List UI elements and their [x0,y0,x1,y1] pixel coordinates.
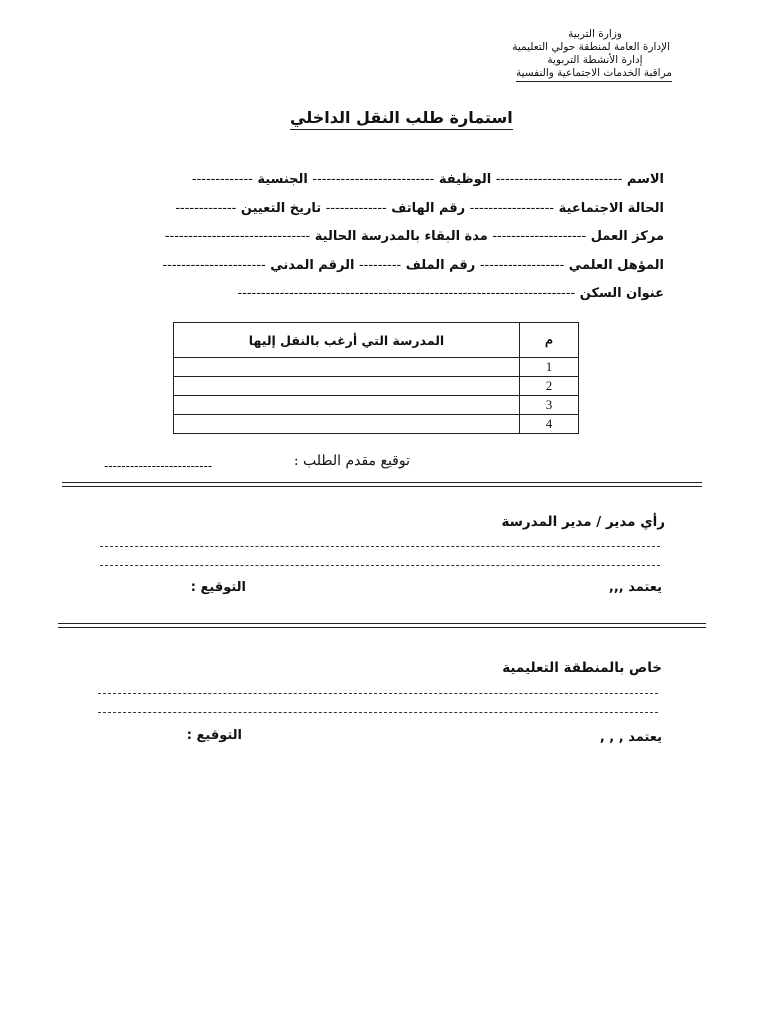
row-number: 1 [520,358,579,377]
principal-signature: التوقيع : [190,580,246,595]
label-duration: مدة البقاء بالمدرسة الحالية [314,229,488,244]
row-number: 2 [520,377,579,396]
school-cell[interactable] [174,415,520,434]
applicant-signature-dashes: ------------------------- [104,459,213,473]
dash-line: ---------------------- [162,258,266,273]
table-row [174,377,579,396]
table-row [174,415,579,434]
table-header-row [174,323,579,358]
district-approve: يعتمد , , , [599,730,662,745]
column-header-school: المدرسة التي أرغب بالنقل إليها [174,323,520,358]
field-row-5 [104,286,664,301]
dash-line: -------------------------- [312,172,435,187]
separator [58,627,706,628]
row-number: 4 [520,415,579,434]
comment-line [98,712,658,713]
dash-line: -------------------- [492,229,587,244]
comment-line [98,693,658,694]
label-nationality: الجنسية [257,172,308,187]
separator [62,486,702,487]
column-header-index: م [520,323,579,358]
field-row-3 [104,229,664,244]
label-qualification: المؤهل العلمي [568,258,664,273]
comment-line [100,565,660,566]
header-services: مراقبة الخدمات الاجتماعية والنفسية [516,67,672,82]
dash-line: ------------------ [469,201,555,216]
district-section-title: خاص بالمنطقة التعليمية [502,660,662,676]
dash-line: --------- [358,258,402,273]
separator [62,482,702,483]
schools-table [173,322,579,434]
header-ministry: وزارة التربية [568,28,622,40]
field-row-4 [104,258,664,273]
label-phone: رقم الهاتف [391,201,466,216]
dash-line: ------------------------------- [164,229,311,244]
dash-line: ------------------ [479,258,565,273]
label-job: الوظيفة [438,172,492,187]
label-civil-id: الرقم المدني [270,258,355,273]
separator [58,623,706,624]
page-title: استمارة طلب النقل الداخلي [290,108,513,130]
label-file-number: رقم الملف [405,258,476,273]
school-cell[interactable] [174,396,520,415]
principal-approve: يعتمد ,,, [608,580,662,595]
label-workplace: مركز العمل [590,229,664,244]
comment-line [100,546,660,547]
school-cell[interactable] [174,377,520,396]
header-activities: إدارة الأنشطة التربوية [547,54,643,66]
dash-line: ------------- [191,172,253,187]
district-signature: التوقيع : [186,728,242,743]
principal-section-title: رأي مدير / مدير المدرسة [501,514,665,530]
applicant-signature [294,453,410,469]
label-hire-date: تاريخ التعيين [240,201,322,216]
school-cell[interactable] [174,358,520,377]
header-directorate: الإدارة العامة لمنطقة حولي التعليمية [512,41,670,53]
dash-line: ------------------------------------------------------------------------ [237,286,576,301]
label-marital-status: الحالة الاجتماعية [558,201,664,216]
label-name: الاسم [626,172,664,187]
applicant-signature-label: توقيع مقدم الطلب : [293,453,410,469]
table-row [174,358,579,377]
dash-line: --------------------------- [495,172,623,187]
field-row-1 [104,172,664,187]
label-address: عنوان السكن [579,286,664,301]
field-row-2 [104,201,664,216]
dash-line: ------------- [325,201,387,216]
table-row [174,396,579,415]
dash-line: ------------- [175,201,237,216]
row-number: 3 [520,396,579,415]
